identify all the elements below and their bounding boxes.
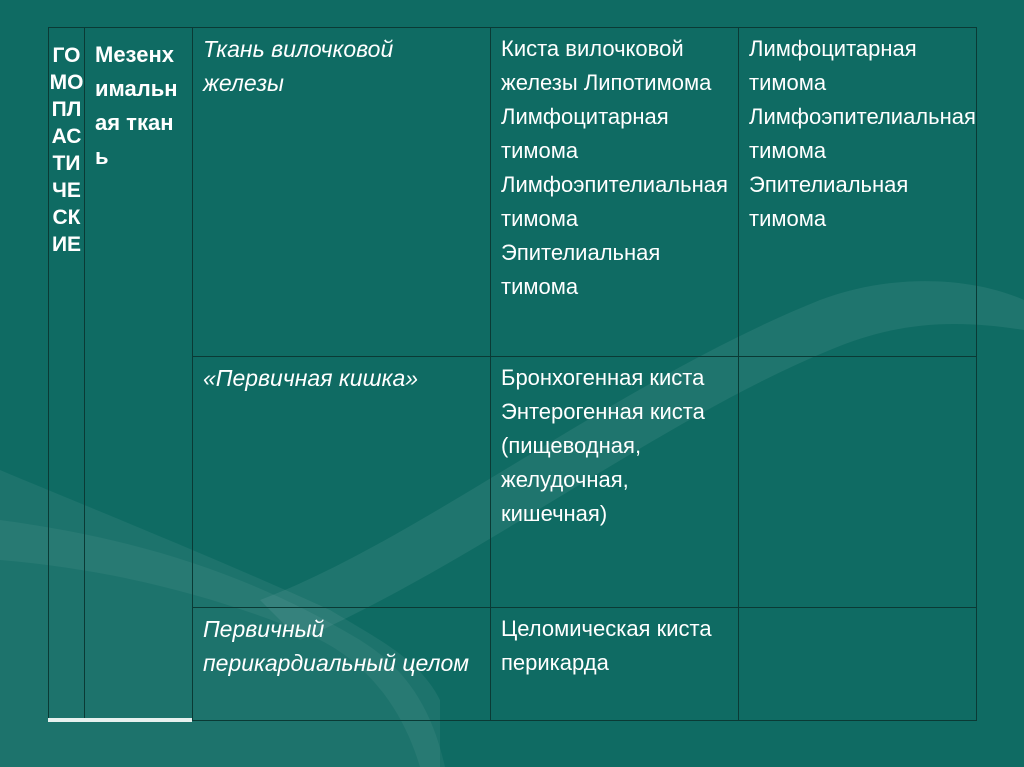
source-label: «Первичная кишка» [203,365,419,391]
cyst-cell [491,608,739,721]
bottom-accent-bar [48,718,192,722]
source-cell [193,28,491,357]
tissue-type-label: Мезенхимальная ткань [95,42,178,169]
tumor-list: Лимфоцитарная тимома Лимфоэпителиальная тимома Эпителиальная тимома [749,36,976,231]
cyst-cell [491,357,739,608]
source-label: Ткань вилочковой железы [203,36,394,96]
vertical-category-cell [49,28,85,721]
category-label: ГОМОПЛАСТИЧЕСКИЕ [49,44,84,256]
table-row [49,28,977,357]
cyst-list: Целомическая киста перикарда [501,616,712,675]
cyst-list: Бронхогенная киста Энтерогенная киста (пищеводная, желудочная, кишечная) [501,365,705,526]
tissue-type-cell [85,28,193,721]
tumor-cell [739,357,977,608]
source-label: Первичный перикардиальный целом [203,616,470,676]
source-cell [193,608,491,721]
source-cell [193,357,491,608]
tumor-cell [739,28,977,357]
cyst-cell [491,28,739,357]
tumor-cell [739,608,977,721]
classification-table [48,27,977,721]
cyst-list: Киста вилочковой железы Липотимома Лимфоцитарная тимома Лимфоэпителиальная тимома Эпителиальная тимома [501,36,728,299]
